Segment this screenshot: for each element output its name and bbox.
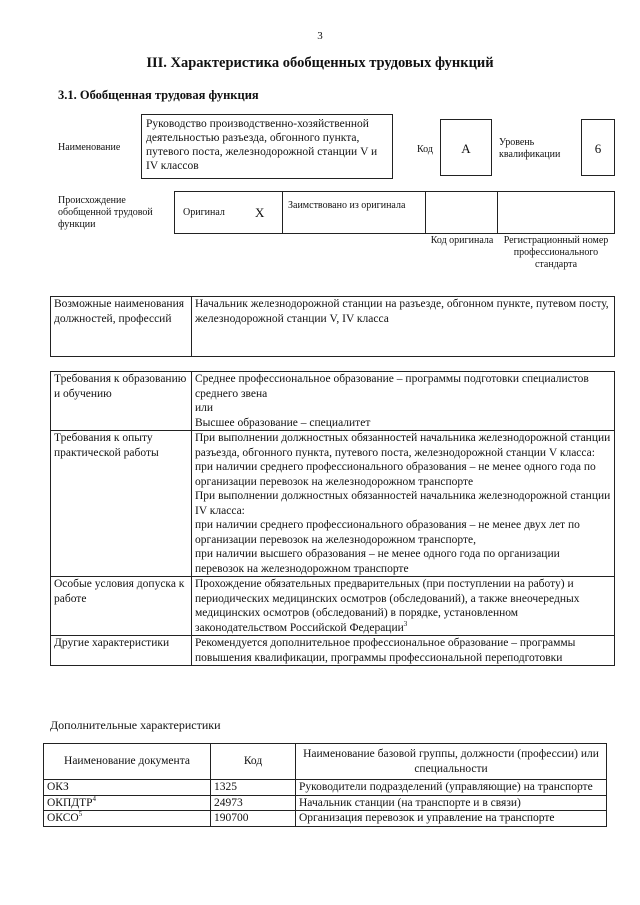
requirement-line: Прохождение обязательных предварительных (при поступлении на работу) и периодических медицинских осмотров (обследований), а также внеочередных медицинских осмотров (обследований) в порядке, установленном законодательством Российской Федерации	[195, 578, 580, 634]
requirement-row	[51, 577, 615, 636]
doc-name: ОКСО	[47, 812, 79, 824]
subsection-title: 3.1. Обобщенная трудовая функция	[58, 88, 259, 102]
requirement-text	[192, 431, 615, 577]
borrowed-label: Заимствовано из оригинала	[288, 200, 406, 211]
footnote-mark: 3	[403, 619, 408, 628]
positions-label: Возможные наименования должностей, профессий	[51, 297, 192, 357]
requirement-line: Рекомендуется дополнительное профессиональное образование – программы повышения квалификации, программы профессиональной переподготовки	[195, 637, 576, 664]
original-label: Оригинал	[183, 207, 225, 218]
requirement-line: при наличии среднего профессионального образования – не менее одного года по организации перевозок на железнодорожном транспорте	[195, 461, 596, 488]
section-title: III. Характеристика обобщенных трудовых функций	[146, 55, 494, 71]
positions-value: Начальник железнодорожной станции на разъезде, обгонном пункте, путевом посту, железнодорожной станции V, IV класса	[192, 297, 615, 357]
requirement-row	[51, 636, 615, 666]
level-value: 6	[594, 141, 602, 156]
row-code: 24973	[211, 795, 296, 811]
requirement-row	[51, 431, 615, 577]
code-label: Код	[417, 144, 433, 155]
doc-name: ОКЗ	[47, 781, 69, 793]
row-code: 190700	[211, 811, 296, 827]
code-value-box	[440, 119, 492, 176]
row-document	[44, 811, 211, 827]
row-code: 1325	[211, 780, 296, 796]
requirement-line: При выполнении должностных обязанностей начальника железнодорожной станции IV класса:	[195, 490, 611, 517]
origin-box	[174, 191, 615, 234]
row-group-name: Руководители подразделений (управляющие) на транспорте	[296, 780, 607, 796]
additional-table	[43, 743, 607, 827]
code-original-caption: Код оригинала	[430, 235, 494, 246]
footnote-mark: 5	[78, 810, 83, 819]
level-value-box	[581, 119, 615, 176]
requirement-label: Требования к образованию и обучению	[51, 372, 192, 431]
page-number: 3	[317, 30, 323, 42]
code-value: А	[461, 141, 471, 156]
requirement-text	[192, 372, 615, 431]
requirement-row	[51, 372, 615, 431]
requirement-line: При выполнении должностных обязанностей начальника железнодорожной станции разъезда, обгонного пункта, путевого поста, железнодорожной станции V класса:	[195, 432, 611, 459]
name-value-box	[141, 114, 393, 179]
name-value: Руководство производственно-хозяйственной деятельностью разъезда, обгонного пункта, путевого поста, железнодорожной станции V и IV классов	[146, 118, 378, 172]
reg-number-caption: Регистрационный номер профессионального стандарта	[503, 235, 609, 270]
requirement-line: при наличии высшего образования – не менее одного года по организации перевозок на железнодорожном транспорте	[195, 548, 560, 575]
requirement-label: Другие характеристики	[51, 636, 192, 666]
row-document	[44, 795, 211, 811]
row-group-name: Организация перевозок и управление на транспорте	[296, 811, 607, 827]
row-document	[44, 780, 211, 796]
additional-row	[44, 780, 607, 796]
additional-title: Дополнительные характеристики	[50, 718, 221, 732]
requirement-label: Особые условия допуска к работе	[51, 577, 192, 636]
additional-row	[44, 811, 607, 827]
additional-row	[44, 795, 607, 811]
origin-label: Происхождение обобщенной трудовой функции	[58, 195, 153, 230]
requirement-line: или	[195, 402, 214, 414]
requirement-label: Требования к опыту практической работы	[51, 431, 192, 577]
row-group-name: Начальник станции (на транспорте и в связи)	[296, 795, 607, 811]
level-label: Уровень квалификации	[499, 137, 561, 160]
header-group-name: Наименование базовой группы, должности (профессии) или специальности	[296, 744, 607, 780]
requirements-table	[50, 371, 615, 666]
additional-header-row	[44, 744, 607, 780]
requirement-text	[192, 577, 615, 636]
original-mark: Х	[255, 205, 265, 220]
header-code: Код	[211, 744, 296, 780]
requirement-text	[192, 636, 615, 666]
requirement-line: Высшее образование – специалитет	[195, 416, 371, 429]
requirement-line: при наличии среднего профессионального образования – не менее двух лет по организации перевозок на железнодорожном транспорте,	[195, 519, 580, 546]
name-label: Наименование	[58, 142, 121, 153]
requirement-line: Среднее профессиональное образование – программы подготовки специалистов среднего звена	[195, 373, 589, 400]
doc-name: ОКПДТР	[47, 796, 93, 809]
positions-table	[50, 296, 615, 357]
header-document: Наименование документа	[44, 744, 211, 780]
footnote-mark: 4	[92, 794, 97, 803]
